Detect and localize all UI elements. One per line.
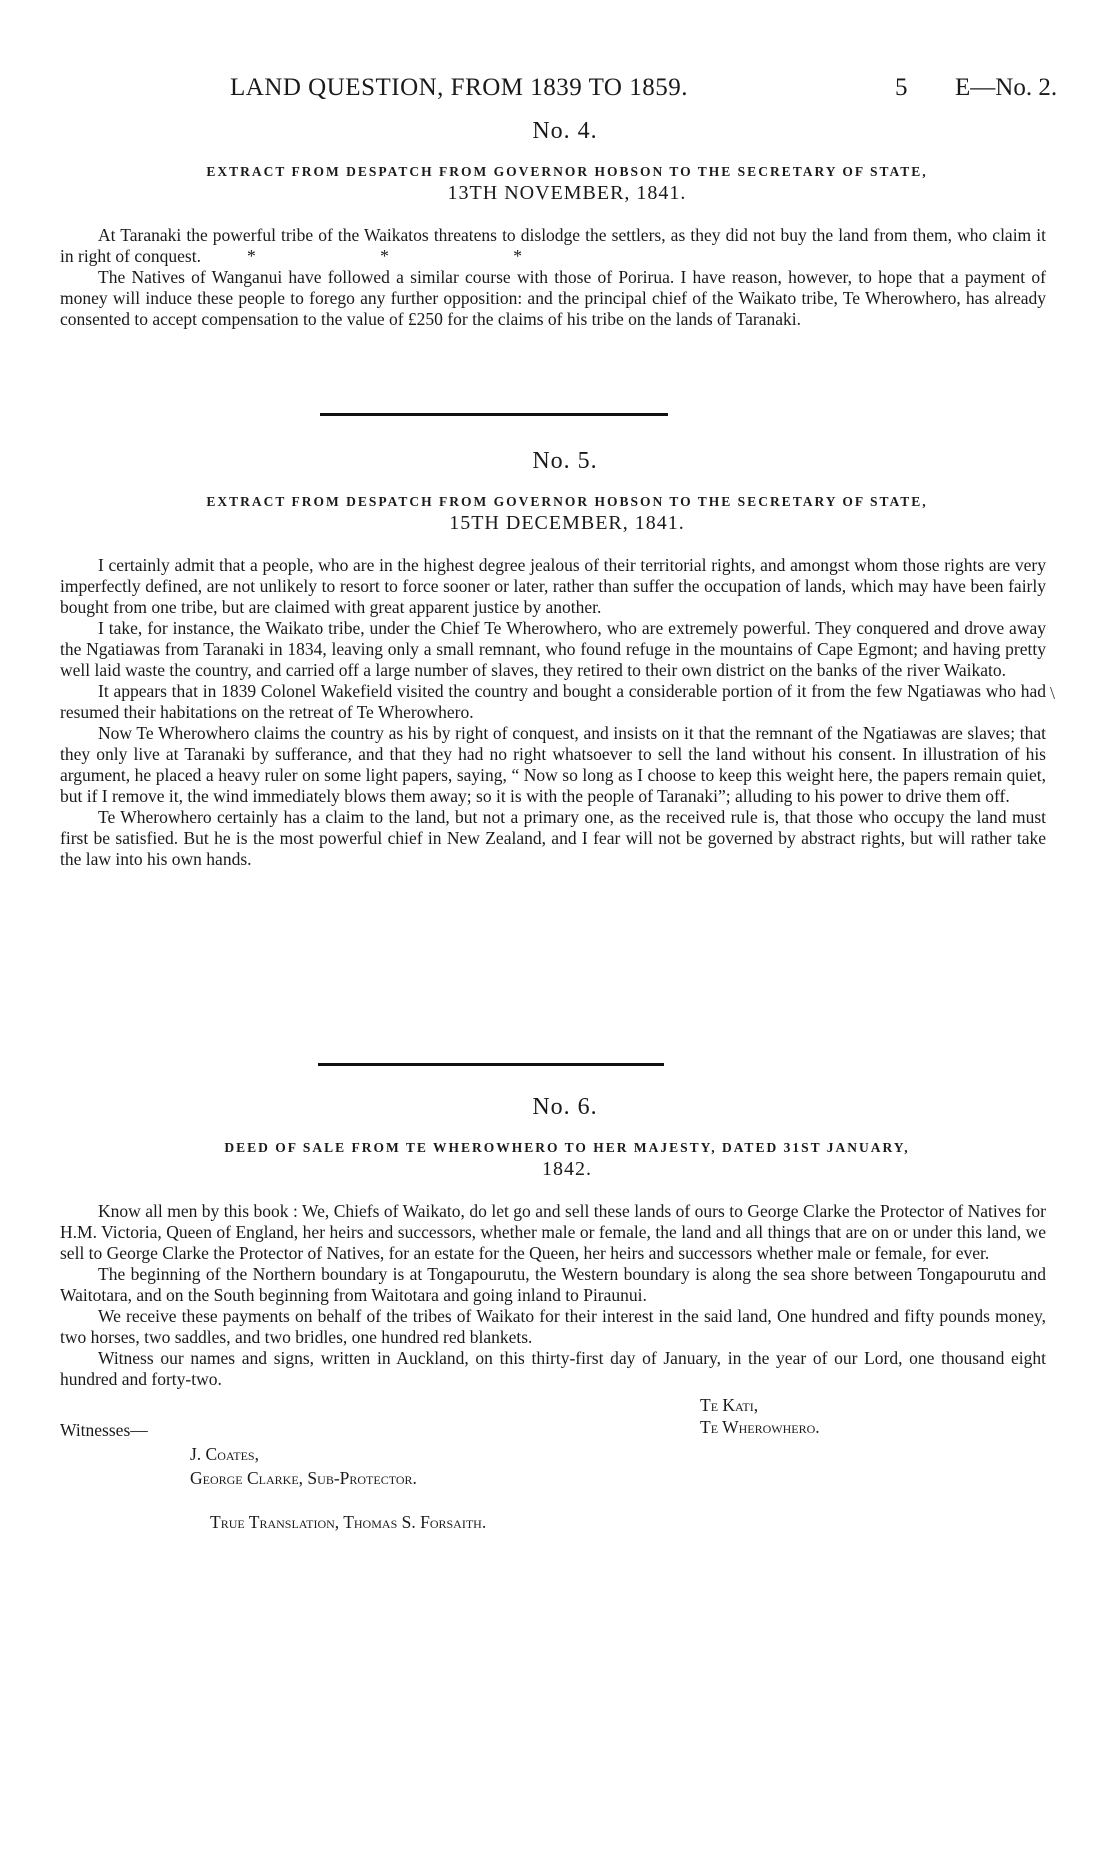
- section-date: 1842.: [542, 1158, 592, 1180]
- paragraph: The beginning of the Northern boundary is at Tongapourutu, the Western boundary is along the sea shore between Tongapourutu and Waitotara, and on the South beginning from Waitotara and going inland to Piraunui.: [60, 1264, 1046, 1305]
- section-heading: EXTRACT FROM DESPATCH FROM GOVERNOR HOBSON TO THE SECRETARY OF STATE,: [206, 164, 928, 179]
- series-number: E—No. 2.: [955, 74, 1058, 101]
- paragraph: We receive these payments on behalf of the tribes of Waikato for their interest in the said land, One hundred and fifty pounds money, two horses, two saddles, and two bridles, one hundred red blankets.: [60, 1306, 1046, 1347]
- paragraph: At Taranaki the powerful tribe of the Waikatos threatens to dislodge the settlers, as they did not buy the land from them, who claim it in right of conquest. * * *: [60, 225, 1046, 266]
- witness-names: [190, 1442, 417, 1490]
- section-date: 15TH DECEMBER, 1841.: [449, 512, 685, 534]
- paragraph: Witness our names and signs, written in Auckland, on this thirty-first day of January, in the year of our Lord, one thousand eight hundred and forty-two.: [60, 1348, 1046, 1389]
- witnesses-label: Witnesses—: [60, 1420, 148, 1440]
- section-number: No. 5.: [532, 448, 598, 474]
- section-number: No. 6.: [532, 1094, 598, 1120]
- page-header: [0, 74, 1114, 110]
- paragraph: I certainly admit that a people, who are in the highest degree jealous of their territorial rights, and amongst whom those rights are very imperfectly defined, are not unlikely to resort to force sooner or later, rather than suffer the occupation of lands, which may have been fairly bought from one tribe, but are claimed with great apparent justice by another.: [60, 555, 1046, 617]
- signer-name: Te Kati,: [700, 1395, 759, 1415]
- section-body: [60, 1201, 1060, 1390]
- signature-block: [60, 1394, 1060, 1544]
- signers: [700, 1394, 820, 1438]
- section-no-6: [60, 1094, 1060, 1544]
- section-body: [60, 225, 1060, 330]
- paragraph: Know all men by this book : We, Chiefs of Waikato, do let go and sell these lands of ours to George Clarke the Protector of Natives for H.M. Victoria, Queen of England, her heirs and successors, whether male or female, the land and all things that are on or under this land, we sell to George Clarke the Protector of Natives, for an estate for the Queen, her heirs and successors whether male or female, for ever.: [60, 1201, 1046, 1263]
- section-heading: DEED OF SALE FROM TE WHEROWHERO TO HER MAJESTY, DATED 31ST JANUARY,: [224, 1140, 910, 1155]
- ellipsis-stars: * * *: [246, 246, 582, 266]
- signer-name: Te Wherowhero.: [700, 1417, 820, 1437]
- page-number: 5: [895, 74, 908, 101]
- section-no-4: [60, 118, 1060, 330]
- translation-credit: True Translation, Thomas S. Forsaith.: [210, 1512, 487, 1532]
- paragraph: I take, for instance, the Waikato tribe, under the Chief Te Wherowhero, who are extremely powerful. They conquered and drove away the Ngatiawas from Taranaki in 1834, leaving only a small remnant, who found refuge in the mountains of Cape Egmont; and having pretty well laid waste the country, and carried off a large number of slaves, they retired to their own district on the banks of the river Waikato.: [60, 618, 1046, 680]
- margin-mark: \: [1050, 683, 1056, 703]
- running-title: LAND QUESTION, FROM 1839 TO 1859.: [230, 74, 688, 101]
- section-number: No. 4.: [532, 118, 598, 144]
- paragraph: The Natives of Wanganui have followed a similar course with those of Porirua. I have reason, however, to hope that a payment of money will induce these people to forego any further opposition: and the principal chief of the Waikato tribe, Te Wherowhero, has already consented to accept compensation to the value of £250 for the claims of his tribe on the lands of Taranaki.: [60, 267, 1046, 329]
- section-date: 13TH NOVEMBER, 1841.: [447, 182, 687, 204]
- paragraph: Te Wherowhero certainly has a claim to the land, but not a primary one, as the received rule is, that those who occupy the land must first be satisfied. But he is the most powerful chief in New Zealand, and I fear will not be governed by abstract rights, but will rather take the law into his own hands.: [60, 807, 1046, 869]
- witness-name: J. Coates,: [190, 1444, 259, 1464]
- section-body: [60, 555, 1060, 870]
- section-heading: EXTRACT FROM DESPATCH FROM GOVERNOR HOBSON TO THE SECRETARY OF STATE,: [206, 494, 928, 509]
- section-no-5: [60, 448, 1060, 870]
- section-divider: [318, 1063, 664, 1066]
- section-divider: [320, 413, 668, 416]
- paragraph: Now Te Wherowhero claims the country as his by right of conquest, and insists on it that the remnant of the Ngatiawas are slaves; that they only live at Taranaki by sufferance, and that they had no right whatsoever to sell the land without his consent. In illustration of his argument, he placed a heavy ruler on some light papers, saying, “ Now so long as I choose to keep this weight here, the papers remain quiet, but if I remove it, the wind immediately blows them away; so it is with the people of Taranaki”; alluding to his power to drive them off.: [60, 723, 1046, 806]
- paragraph: It appears that in 1839 Colonel Wakefield visited the country and bought a considerable portion of it from the few Ngatiawas who had resumed their habitations on the retreat of Te Wherowhero.: [60, 681, 1046, 722]
- witness-name: George Clarke, Sub-Protector.: [190, 1468, 417, 1488]
